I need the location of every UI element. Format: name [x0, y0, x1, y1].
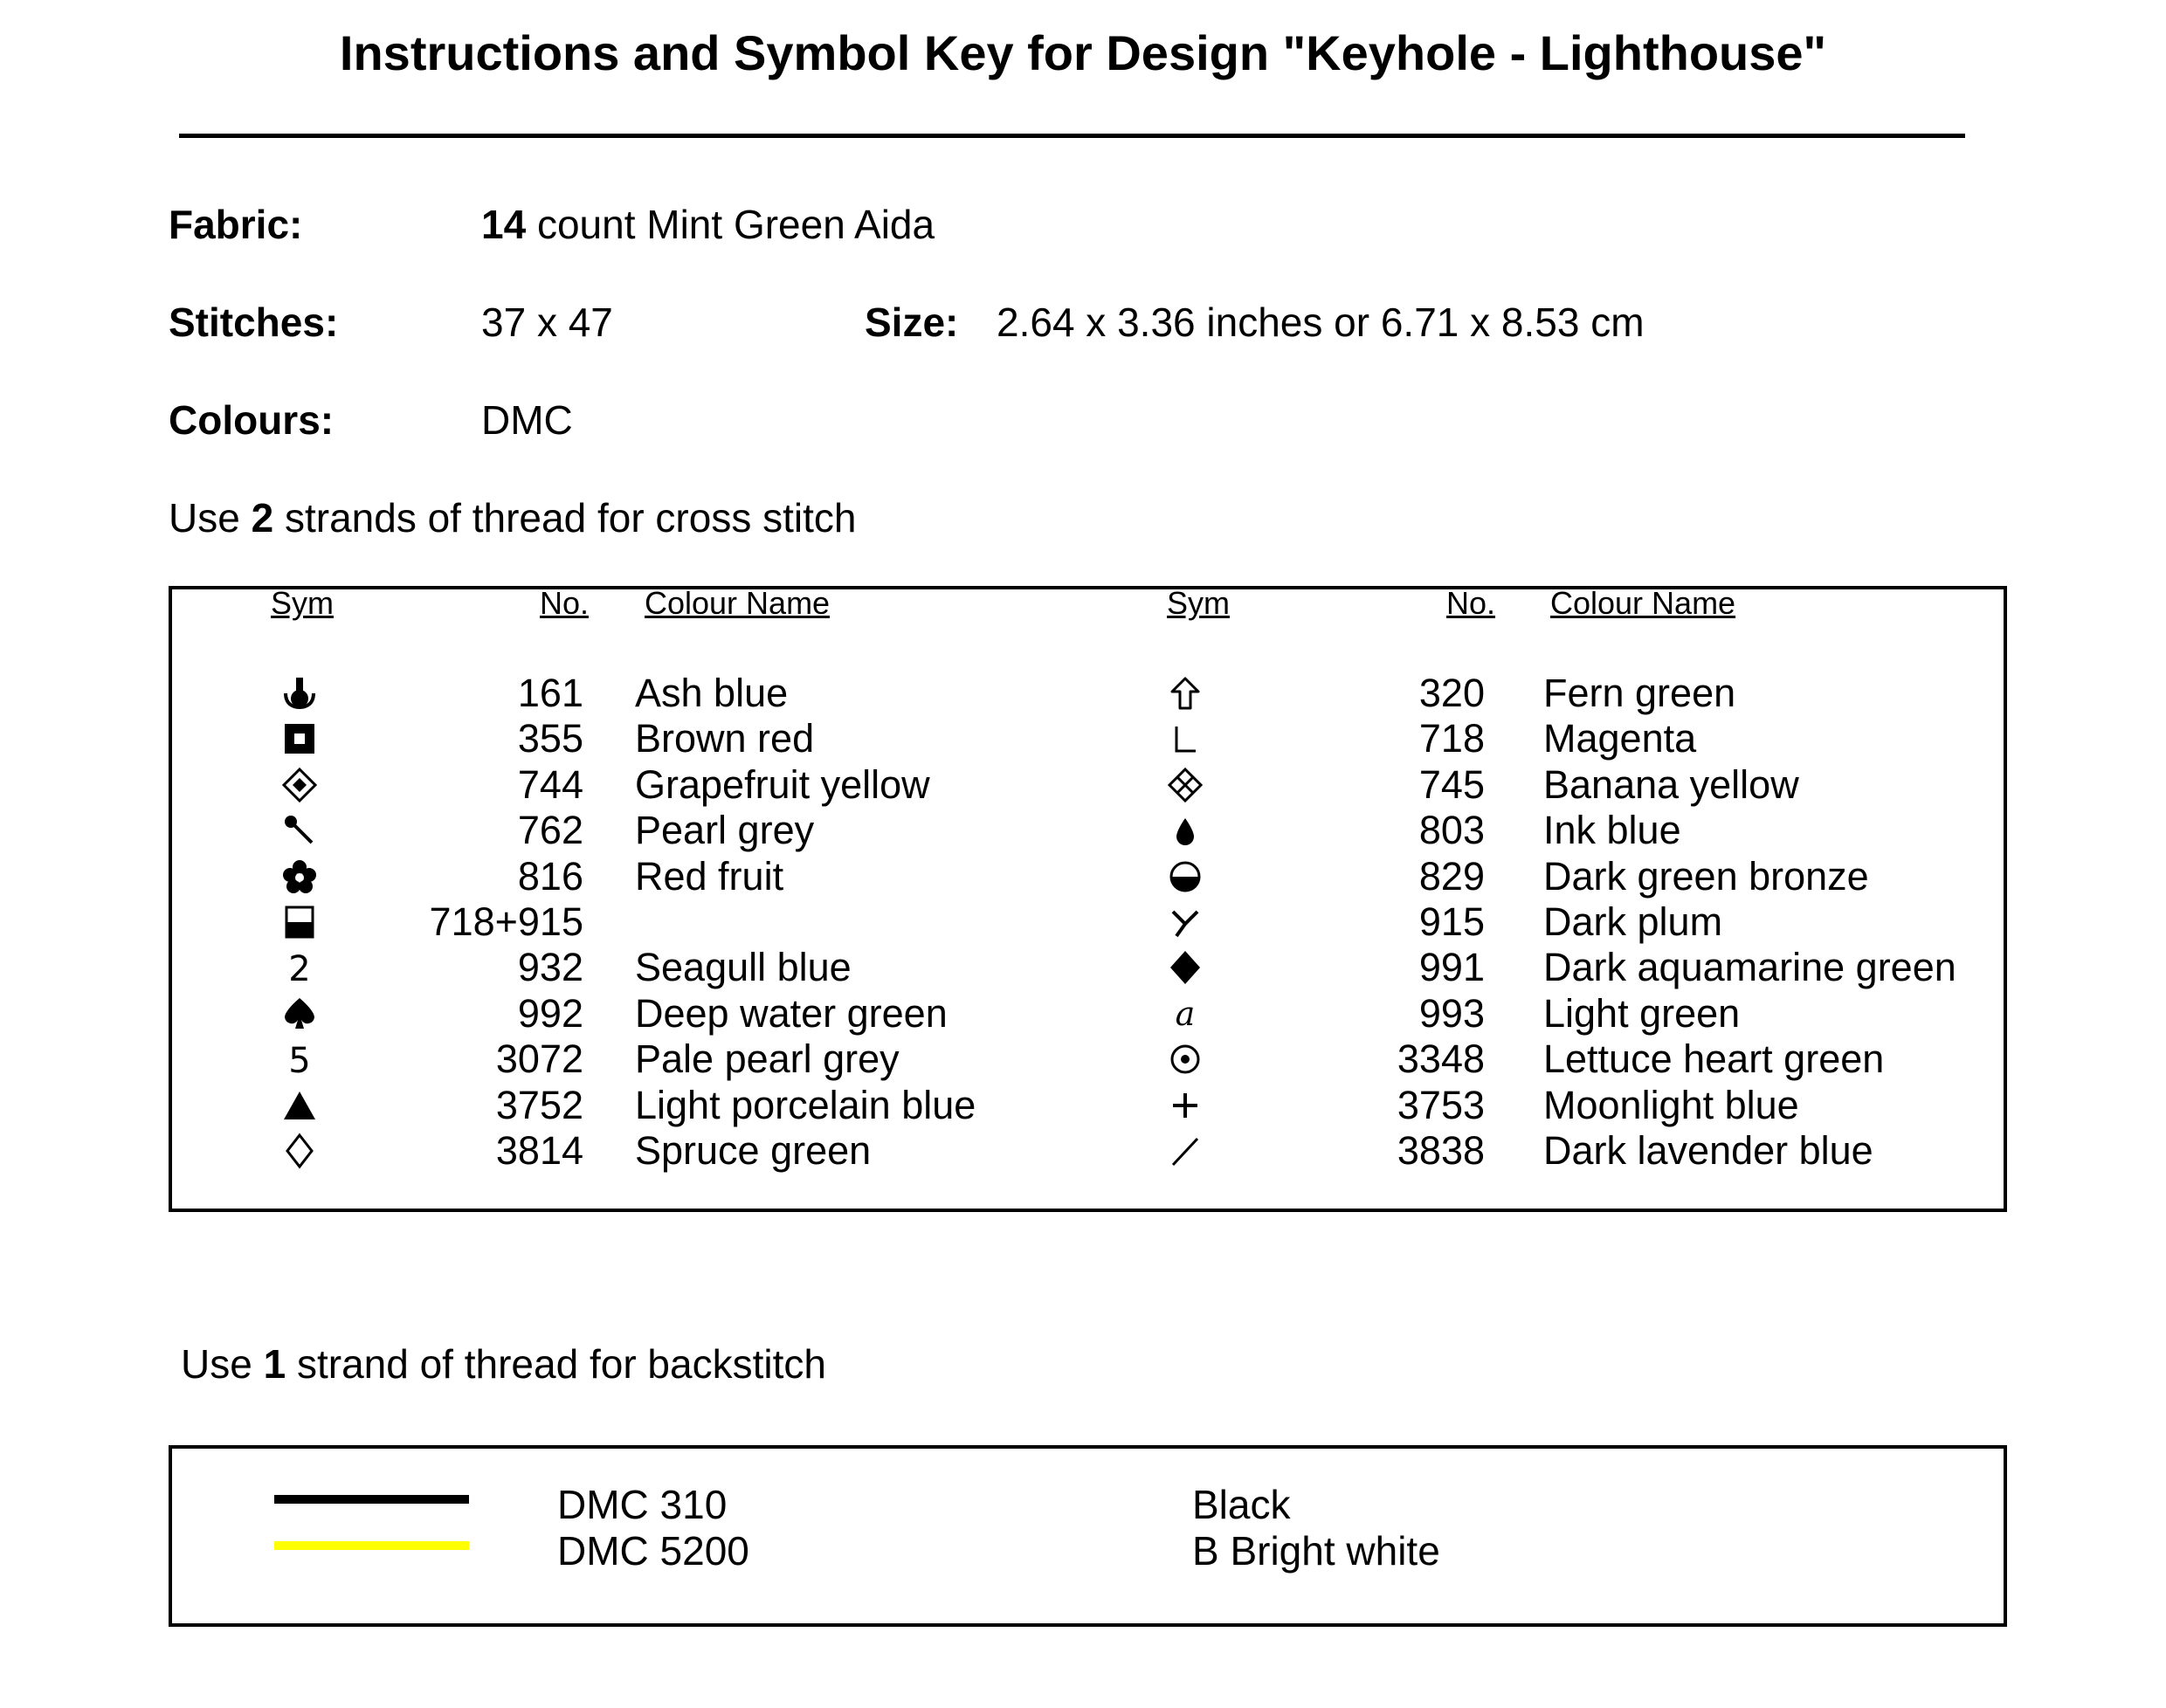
key-row-right — [0, 1083, 2166, 1128]
fabric-value — [481, 201, 935, 248]
colours-label: Colours: — [169, 397, 335, 443]
backstitch-code: DMC 310 — [557, 1482, 728, 1527]
size-label: Size: — [865, 300, 959, 345]
header-no-right: No. — [1446, 585, 1496, 621]
backstitch-colour-name: Black — [1192, 1482, 1291, 1527]
dmc-number: 992 — [517, 990, 583, 1036]
strand-count: 2 — [251, 495, 274, 541]
fabric-label: Fabric: — [169, 202, 303, 247]
note-text: Use — [169, 495, 252, 541]
note-text: Use — [181, 1341, 264, 1387]
colour-name: Ink blue — [1543, 808, 1681, 853]
dmc-number: 3814 — [495, 1128, 583, 1173]
dmc-number: 744 — [517, 761, 583, 807]
drop-icon — [1159, 808, 1211, 853]
colour-name: Pearl grey — [635, 808, 815, 853]
dmc-number: 745 — [1418, 761, 1485, 807]
dmc-number: 320 — [1418, 671, 1485, 715]
plus-icon — [1159, 1083, 1211, 1128]
colour-name: Spruce green — [635, 1128, 872, 1173]
header-sym-right: Sym — [1167, 585, 1230, 621]
colour-name: Banana yellow — [1543, 761, 1799, 807]
note-text: strands of thread for cross stitch — [273, 495, 857, 541]
page-title: Instructions and Symbol Key for Design "Keyhole - Lighthouse" — [339, 25, 1827, 80]
colour-name: Lettuce heart green — [1543, 1037, 1885, 1082]
up-arrow-outline-icon — [1159, 671, 1211, 716]
key-row-right — [0, 762, 2166, 808]
colour-name: Deep water green — [635, 990, 948, 1036]
key-row-right — [0, 808, 2166, 853]
backstitch-colour-name: B Bright white — [1192, 1528, 1440, 1574]
dmc-number: 3753 — [1397, 1082, 1485, 1127]
key-row-right — [0, 671, 2166, 716]
colour-name: Grapefruit yellow — [635, 761, 930, 807]
header-no-left: No. — [540, 585, 590, 621]
circle-dot-icon — [1159, 1037, 1211, 1082]
diamond-cross-icon — [1159, 762, 1211, 808]
half-circle-icon — [1159, 854, 1211, 899]
dmc-number: 829 — [1418, 853, 1485, 899]
colour-name: Dark lavender blue — [1543, 1128, 1873, 1173]
dmc-number: 718 — [1418, 716, 1485, 761]
stitches-label: Stitches: — [169, 300, 339, 345]
dmc-number: 803 — [1418, 808, 1485, 853]
strand-count: 1 — [263, 1341, 286, 1387]
cross-stitch-note — [169, 494, 856, 541]
slash-icon — [1159, 1128, 1211, 1174]
key-row-right — [0, 945, 2166, 990]
colour-name: Brown red — [635, 716, 815, 761]
colour-name: Moonlight blue — [1543, 1082, 1799, 1127]
colour-name: Light porcelain blue — [635, 1082, 976, 1127]
key-row-right — [0, 854, 2166, 899]
header-name-left: Colour Name — [645, 585, 831, 621]
corner-l-icon — [1159, 716, 1211, 761]
colour-name: Fern green — [1543, 671, 1736, 715]
backstitch-code: DMC 5200 — [557, 1528, 749, 1574]
filled-diamond-icon — [1159, 945, 1211, 990]
dmc-number: 3838 — [1397, 1128, 1485, 1173]
dmc-number: 3072 — [495, 1037, 583, 1082]
header-sym-left: Sym — [271, 585, 334, 621]
fabric-count: 14 — [481, 202, 527, 247]
backstitch-note — [181, 1340, 826, 1388]
dmc-number: 718+915 — [429, 899, 583, 944]
title-divider — [179, 134, 1965, 138]
header-name-right: Colour Name — [1550, 585, 1736, 621]
svg-text:a: a — [1175, 994, 1196, 1033]
colour-name: Red fruit — [635, 853, 784, 899]
svg-text:2: 2 — [288, 949, 311, 990]
note-text: strand of thread for backstitch — [286, 1341, 826, 1387]
size-value: 2.64 x 3.36 inches or 6.71 x 8.53 cm — [997, 300, 1645, 345]
key-row-right — [0, 1128, 2166, 1174]
colour-name: Pale pearl grey — [635, 1037, 900, 1082]
colour-name: Magenta — [1543, 716, 1697, 761]
key-row-right — [0, 716, 2166, 761]
letter-a-icon — [1159, 991, 1211, 1037]
dmc-number: 915 — [1418, 899, 1485, 944]
colour-name: Light green — [1543, 990, 1741, 1036]
stitches-value: 37 x 47 — [481, 300, 613, 345]
svg-text:5: 5 — [288, 1041, 311, 1082]
dmc-number: 3752 — [495, 1082, 583, 1127]
colour-name: Dark green bronze — [1543, 853, 1869, 899]
key-row-right — [0, 1037, 2166, 1082]
fabric-description: count Mint Green Aida — [526, 202, 935, 247]
colour-name: Seagull blue — [635, 945, 852, 990]
dmc-number: 3348 — [1397, 1037, 1485, 1082]
backstitch-line-swatch — [274, 1495, 469, 1504]
dmc-number: 993 — [1418, 990, 1485, 1036]
colours-value: DMC — [481, 397, 573, 443]
dmc-number: 816 — [517, 853, 583, 899]
dmc-number: 355 — [517, 716, 583, 761]
dmc-number: 991 — [1418, 945, 1485, 990]
key-row-right — [0, 991, 2166, 1037]
colour-name: Dark plum — [1543, 899, 1723, 944]
backstitch-line-swatch — [274, 1541, 469, 1550]
dmc-number: 161 — [517, 671, 583, 715]
dmc-number: 762 — [517, 808, 583, 853]
colour-name: Ash blue — [635, 671, 789, 715]
y-shape-icon — [1159, 899, 1211, 945]
key-row-right — [0, 899, 2166, 945]
colour-name: Dark aquamarine green — [1543, 945, 1956, 990]
backstitch-table — [169, 1445, 2007, 1627]
dmc-number: 932 — [517, 945, 583, 990]
